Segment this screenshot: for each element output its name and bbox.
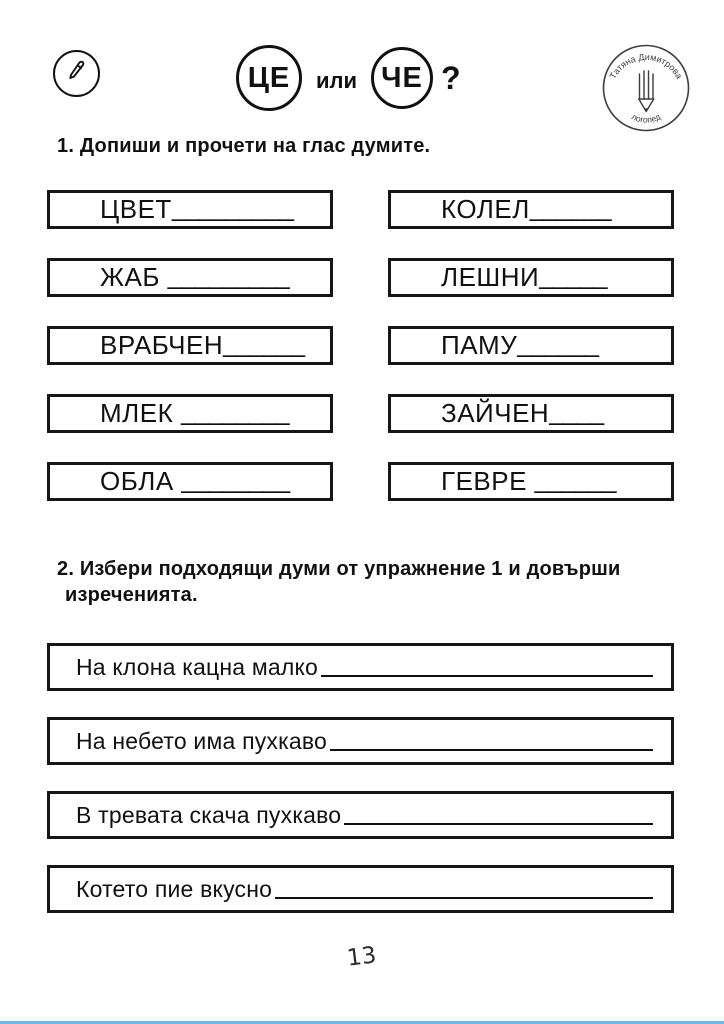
answer-blank[interactable]: ______ [534,464,616,494]
sentence-text: На клона кацна малко [76,653,319,680]
answer-line[interactable] [321,674,653,677]
word-box [388,462,674,501]
word-box [388,190,674,229]
answer-line[interactable] [344,822,653,825]
svg-text:Татяна Димитрова [608,52,685,81]
word-box [388,394,674,433]
logo-top-text: Татяна Димитрова [607,51,685,81]
word-label: КОЛЕЛ [441,194,530,224]
answer-blank[interactable]: _________ [167,260,289,290]
word-box [47,258,333,297]
sentence-text: Котето пие вкусно [76,875,273,902]
sentence-box [47,791,674,839]
word-box [47,394,333,433]
sentence-box [47,717,674,765]
word-label: ГЕВРЕ [441,466,535,496]
answer-blank[interactable]: ________ [180,396,289,426]
pen-icon [62,56,92,91]
title-question-mark: ? [441,59,461,96]
answer-line[interactable] [275,896,653,899]
answer-blank[interactable]: ____ [549,396,604,426]
page-number: 13 [345,942,379,972]
sentence-box [47,643,674,691]
word-label: МЛЕК [100,398,181,428]
word-box [47,190,333,229]
sentence-text: В тревата скача пухкаво [76,801,342,828]
word-label: ЛЕШНИ [441,262,540,292]
word-box [47,462,333,501]
exercise2-sentence-list [47,643,674,939]
answer-blank[interactable]: ______ [517,328,598,358]
title-circle-che [371,47,433,109]
title-connector: или [316,68,358,93]
sentence-box [47,865,674,913]
word-label: ПАМУ [441,330,518,360]
page-title [236,42,461,114]
answer-blank[interactable]: _________ [171,192,293,222]
logo-bottom-text: логопед [629,111,663,125]
answer-blank[interactable]: ______ [529,192,611,222]
svg-text:логопед [630,111,662,124]
title-word-tse: ЦЕ [247,61,291,94]
logo-stamp [600,42,692,134]
word-label: ВРАБЧЕН [100,330,224,360]
exercise1-heading: 1. Допиши и прочети на глас думите. [57,135,431,157]
word-box [388,326,674,365]
exercise1-word-grid [47,190,674,501]
pen-badge [53,50,100,97]
sentence-text: На небето има пухкаво [76,727,328,754]
word-box [47,326,333,365]
title-word-che: ЧЕ [381,61,423,94]
answer-blank[interactable]: ________ [181,464,290,494]
word-box [388,258,674,297]
word-label: ОБЛА [100,466,182,496]
answer-blank[interactable]: _____ [539,260,607,290]
pencil-icon [639,71,654,112]
word-label: ЦВЕТ [100,194,172,224]
answer-blank[interactable]: ______ [223,328,304,358]
answer-line[interactable] [330,748,653,751]
word-label: ЖАБ [100,262,168,292]
word-label: ЗАЙЧЕН [441,398,550,428]
exercise2-heading: 2. Избери подходящи думи от упражнение 1 и довърши изреченията. [57,558,621,606]
title-circle-tse [236,45,302,111]
